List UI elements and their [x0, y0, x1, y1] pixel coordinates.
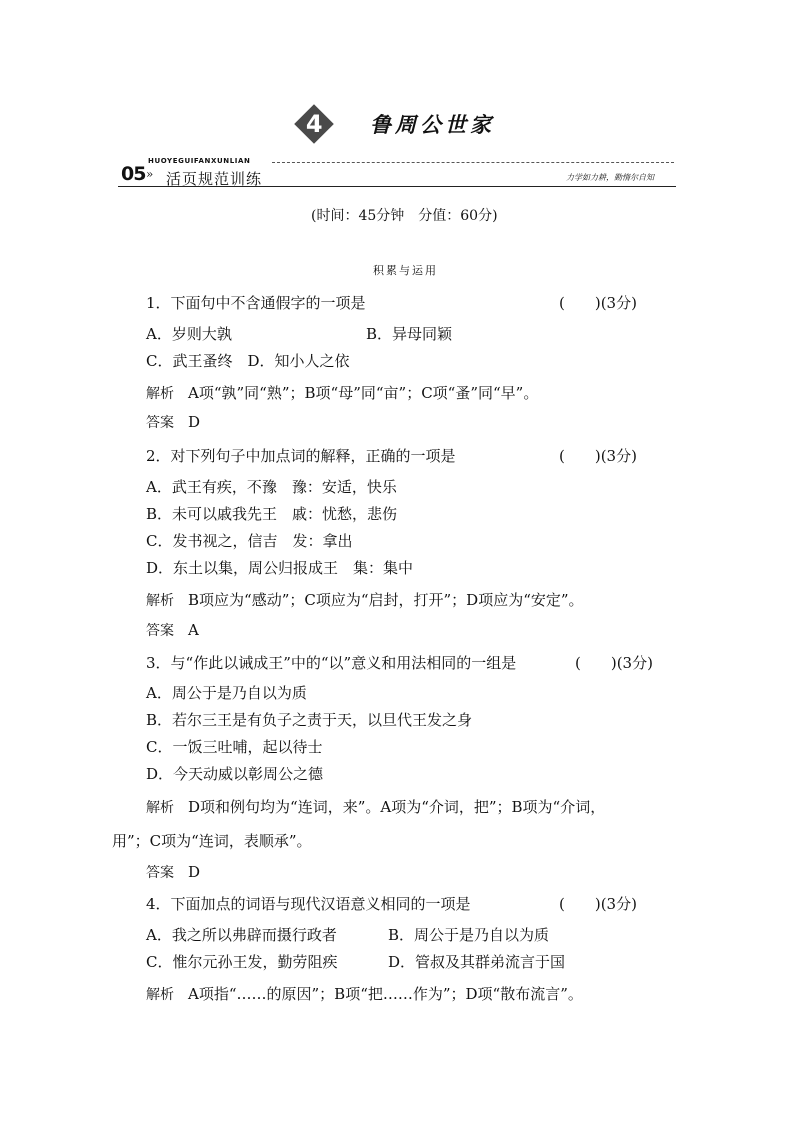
q4-analysis	[146, 983, 583, 1004]
q1-option-a: A．岁则大孰	[146, 325, 232, 343]
q2-score: ( )(3分)	[559, 447, 637, 465]
q2-answer	[146, 620, 199, 640]
q2-option-c: C．发书视之，信吉 发：拿出	[146, 532, 353, 550]
dashed-divider	[272, 162, 674, 163]
q1-stem: 1．下面句中不含通假字的一项是	[146, 294, 366, 312]
chapter-number: 4	[305, 109, 323, 138]
q4-option-c: C．惟尔元孙王发，勤劳阻疾	[146, 953, 338, 971]
analysis-label: 解析	[146, 987, 174, 1003]
q1-option-b: B．异母同颖	[366, 325, 453, 343]
band-pinyin: HUOYEGUIFANXUNLIAN	[148, 157, 251, 165]
q3-stem: 3．与“作此以诫成王”中的“以”意义和用法相同的一组是	[146, 654, 517, 672]
q2-answer-text: A	[188, 621, 199, 639]
q2-analysis-text: B项应为“感动”；C项应为“启封，打开”；D项应为“安定”。	[188, 591, 584, 609]
analysis-label: 解析	[146, 386, 174, 402]
q2-option-d: D．东土以集，周公归报成王 集：集中	[146, 559, 414, 577]
q3-option-c: C．一饭三吐哺，起以待士	[146, 738, 323, 756]
q4-option-a: A．我之所以弗辟而摄行政者	[146, 926, 337, 944]
band-title: 活页规范训练	[166, 170, 263, 188]
band-number: 05	[121, 163, 146, 185]
page-title: 鲁周公世家	[370, 112, 495, 137]
analysis-label: 解析	[146, 800, 174, 816]
q1-analysis	[146, 382, 538, 403]
q4-option-d: D．管叔及其群弟流言于国	[388, 953, 566, 971]
q4-analysis-text: A项指“……的原因”；B项“把……作为”；D项“散布流言”。	[188, 985, 583, 1003]
q3-analysis	[146, 796, 605, 817]
slogan: 力学如力耕，勤惰尔自知	[566, 173, 654, 182]
q4-option-b: B．周公于是乃自以为质	[388, 926, 550, 944]
header-rule	[118, 186, 676, 187]
q2-analysis	[146, 589, 584, 610]
q2-option-a: A．武王有疾，不豫 豫：安适，快乐	[146, 478, 397, 496]
chapter-number-badge	[294, 104, 334, 144]
time-score-info: (时间：45分钟 分值：60分)	[311, 208, 498, 224]
q4-score: ( )(3分)	[559, 895, 637, 913]
answer-label: 答案	[146, 865, 174, 881]
q4-stem: 4．下面加点的词语与现代汉语意义相同的一项是	[146, 895, 471, 913]
q3-analysis-text: D项和例句均为“连词，来”。A项为“介词，把”；B项为“介词，	[188, 798, 606, 816]
q2-stem: 2．对下列句子中加点词的解释，正确的一项是	[146, 447, 456, 465]
q2-option-b: B．未可以戚我先王 戚：忧愁，悲伤	[146, 505, 398, 523]
q1-option-cd: C．武王蚤终 D．知小人之依	[146, 352, 350, 370]
section-title: 积累与运用	[373, 264, 438, 277]
answer-label: 答案	[146, 623, 174, 639]
q3-answer	[146, 862, 200, 882]
q1-answer-text: D	[188, 413, 201, 431]
answer-label: 答案	[146, 415, 174, 431]
q1-answer	[146, 412, 200, 432]
q3-option-a: A．周公于是乃自以为质	[146, 684, 307, 702]
band-arrow: »	[146, 167, 154, 181]
q3-answer-text: D	[188, 863, 201, 881]
q3-option-d: D．今天动威以彰周公之德	[146, 765, 324, 783]
chapter-heading	[294, 104, 495, 144]
analysis-label: 解析	[146, 593, 174, 609]
q3-analysis-continued: 用”；C项为“连词，表顺承”。	[112, 832, 312, 850]
q1-analysis-text: A项“孰”同“熟”；B项“母”同“亩”；C项“蚤”同“早”。	[188, 384, 539, 402]
q1-score: ( )(3分)	[559, 294, 637, 312]
q3-score: ( )(3分)	[575, 654, 653, 672]
q3-option-b: B．若尔三王是有负子之责于天，以旦代王发之身	[146, 711, 473, 729]
